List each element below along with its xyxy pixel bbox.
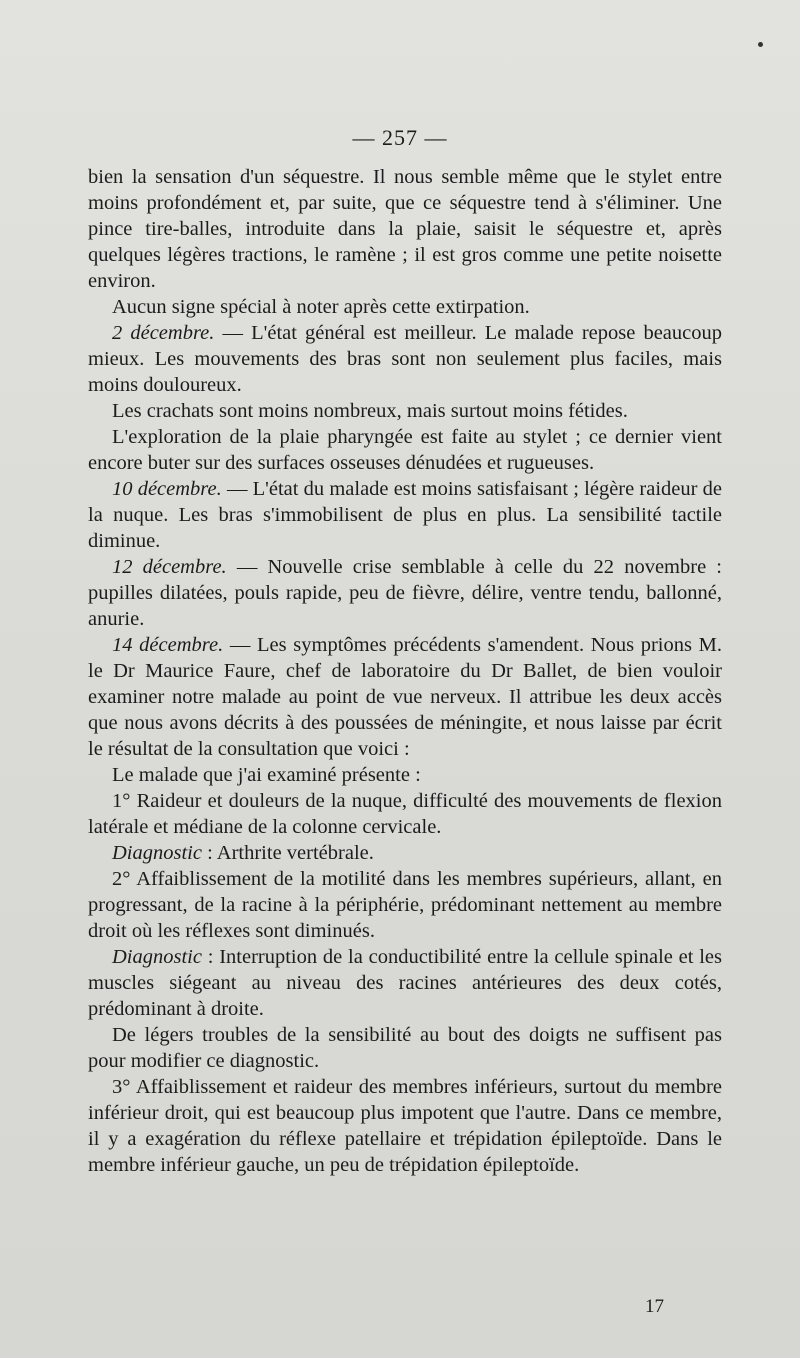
paragraph-dated-entry: 2 décembre. — L'état général est meilleur. Le malade repose beaucoup mieux. Les mouvements des bras sont non seulement plus faciles, mais moins douloureux.	[88, 322, 722, 396]
date-label: 10 décembre.	[112, 478, 222, 500]
ink-speck	[758, 42, 763, 47]
paragraph: L'exploration de la plaie pharyngée est faite au stylet ; ce dernier vient encore buter sur des surfaces osseuses dénudées et rugueuses.	[88, 426, 722, 474]
paragraph-diagnostic: Diagnostic : Interruption de la conductibilité entre la cellule spinale et les muscles siégeant au niveau des racines antérieures des deux cotés, prédominant à droite.	[88, 946, 722, 1020]
body-text	[88, 164, 722, 1178]
paragraph: 3° Affaiblissement et raideur des membres inférieurs, surtout du membre inférieur droit, qui est beaucoup plus impotent que l'autre. Dans ce membre, il y a exagération du réflexe patellaire et trépidation épileptoïde. Dans le membre inférieur gauche, un peu de trépidation épileptoïde.	[88, 1076, 722, 1176]
date-label: 14 décembre.	[112, 634, 224, 656]
paragraph-dated-entry: 12 décembre. — Nouvelle crise semblable à celle du 22 novembre : pupilles dilatées, pouls rapide, peu de fièvre, délire, ventre tendu, ballonné, anurie.	[88, 556, 722, 630]
date-label: 2 décembre.	[112, 322, 215, 344]
paragraph-dated-entry: 10 décembre. — L'état du malade est moins satisfaisant ; légère raideur de la nuque. Les bras s'immobilisent de plus en plus. La sensibilité tactile diminue.	[88, 478, 723, 552]
date-label: 12 décembre.	[112, 556, 227, 578]
paragraph-continued: bien la sensation d'un séquestre. Il nous semble même que le stylet entre moins profondément et, par suite, que ce séquestre tend à s'éliminer. Une pince tire-balles, introduite dans la plaie, saisit le séquestre et, après quelques légères tractions, le ramène ; il est gros comme une petite noisette environ.	[88, 166, 722, 292]
paragraph: Aucun signe spécial à noter après cette extirpation.	[112, 296, 530, 318]
paragraph-dated-entry: 14 décembre. — Les symptômes précédents s'amendent. Nous prions M. le Dr Maurice Faure, chef de laboratoire du Dr Ballet, de bien vouloir examiner notre malade au point de vue nerveux. Il attribue les deux accès que nous avons décrits à des poussées de méningite, et nous laisse par écrit le résultat de la consultation que voici :	[88, 634, 722, 760]
signature-mark: 17	[645, 1296, 664, 1317]
paragraph: Le malade que j'ai examiné présente :	[112, 764, 421, 786]
paragraph: 1° Raideur et douleurs de la nuque, difficulté des mouvements de flexion latérale et médiane de la colonne cervicale.	[88, 790, 722, 838]
paragraph: Les crachats sont moins nombreux, mais surtout moins fétides.	[112, 400, 628, 422]
diagnostic-label: Diagnostic	[112, 842, 202, 864]
paragraph: 2° Affaiblissement de la motilité dans les membres supérieurs, allant, en progressant, de la racine à la périphérie, prédominant nettement au membre droit où les réflexes sont diminués.	[88, 868, 722, 942]
diagnostic-label: Diagnostic	[112, 946, 202, 968]
paragraph: De légers troubles de la sensibilité au bout des doigts ne suffisent pas pour modifier ce diagnostic.	[88, 1024, 722, 1072]
paragraph-diagnostic: Diagnostic : Arthrite vertébrale.	[112, 842, 374, 864]
page-number: — 257 —	[352, 125, 448, 150]
